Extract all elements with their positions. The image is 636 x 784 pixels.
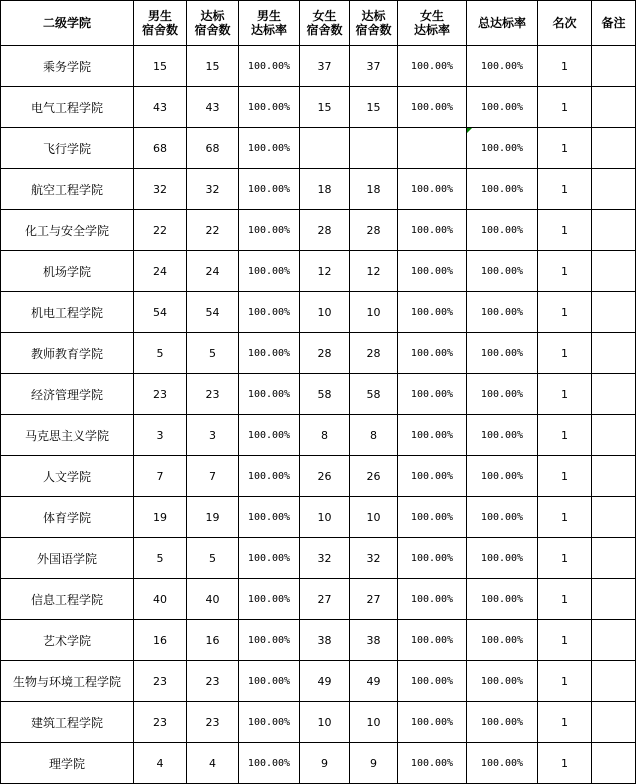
rank-cell: 1 (538, 743, 592, 784)
female-compliant-cell: 38 (350, 620, 398, 661)
male-rooms-cell: 5 (134, 333, 187, 374)
male-rooms-cell: 16 (134, 620, 187, 661)
table-row (1, 538, 636, 579)
note-cell (592, 743, 636, 784)
female-compliant-cell: 8 (350, 415, 398, 456)
rank-cell: 1 (538, 292, 592, 333)
college-cell: 乘务学院 (1, 46, 134, 87)
note-cell (592, 210, 636, 251)
total-rate-cell: 100.00% (467, 743, 538, 784)
header-rank: 名次 (538, 1, 592, 46)
total-rate-cell: 100.00% (467, 128, 538, 169)
note-cell (592, 251, 636, 292)
male-compliant-cell: 3 (187, 415, 239, 456)
college-cell: 电气工程学院 (1, 87, 134, 128)
rank-cell: 1 (538, 333, 592, 374)
female-rate-cell: 100.00% (398, 46, 467, 87)
rank-cell: 1 (538, 374, 592, 415)
male-compliant-cell: 4 (187, 743, 239, 784)
rank-cell: 1 (538, 415, 592, 456)
college-cell: 飞行学院 (1, 128, 134, 169)
rank-cell: 1 (538, 251, 592, 292)
note-cell (592, 374, 636, 415)
female-rate-cell: 100.00% (398, 743, 467, 784)
female-rooms-cell: 26 (300, 456, 350, 497)
college-cell: 人文学院 (1, 456, 134, 497)
header-row (1, 1, 636, 46)
total-rate-cell: 100.00% (467, 702, 538, 743)
female-compliant-cell: 12 (350, 251, 398, 292)
total-rate-cell: 100.00% (467, 415, 538, 456)
male-compliant-cell: 32 (187, 169, 239, 210)
total-rate-cell: 100.00% (467, 456, 538, 497)
male-rooms-cell: 40 (134, 579, 187, 620)
table-row (1, 415, 636, 456)
female-rooms-cell: 27 (300, 579, 350, 620)
total-rate-cell: 100.00% (467, 374, 538, 415)
male-rate-cell: 100.00% (239, 374, 300, 415)
female-rooms-cell: 8 (300, 415, 350, 456)
female-compliant-cell: 9 (350, 743, 398, 784)
male-rate-cell: 100.00% (239, 456, 300, 497)
table-row (1, 620, 636, 661)
header-total-rate: 总达标率 (467, 1, 538, 46)
male-rate-cell: 100.00% (239, 333, 300, 374)
female-rate-cell: 100.00% (398, 169, 467, 210)
female-rate-cell: 100.00% (398, 333, 467, 374)
male-rooms-cell: 23 (134, 374, 187, 415)
college-cell: 体育学院 (1, 497, 134, 538)
female-rate-cell: 100.00% (398, 251, 467, 292)
male-compliant-cell: 68 (187, 128, 239, 169)
male-rooms-cell: 23 (134, 702, 187, 743)
table-row (1, 579, 636, 620)
table-row (1, 333, 636, 374)
college-cell: 信息工程学院 (1, 579, 134, 620)
male-compliant-cell: 23 (187, 702, 239, 743)
male-compliant-cell: 23 (187, 374, 239, 415)
male-rooms-cell: 5 (134, 538, 187, 579)
female-compliant-cell: 49 (350, 661, 398, 702)
rank-cell: 1 (538, 169, 592, 210)
total-rate-cell: 100.00% (467, 538, 538, 579)
note-cell (592, 46, 636, 87)
female-compliant-cell: 26 (350, 456, 398, 497)
note-cell (592, 661, 636, 702)
female-compliant-cell: 58 (350, 374, 398, 415)
college-cell: 生物与环境工程学院 (1, 661, 134, 702)
table-row (1, 251, 636, 292)
female-rooms-cell: 58 (300, 374, 350, 415)
male-compliant-cell: 22 (187, 210, 239, 251)
female-rate-cell: 100.00% (398, 210, 467, 251)
total-rate-cell: 100.00% (467, 661, 538, 702)
rank-cell: 1 (538, 497, 592, 538)
male-rate-cell: 100.00% (239, 497, 300, 538)
male-rooms-cell: 32 (134, 169, 187, 210)
note-cell (592, 497, 636, 538)
college-cell: 航空工程学院 (1, 169, 134, 210)
college-cell: 外国语学院 (1, 538, 134, 579)
male-rooms-cell: 3 (134, 415, 187, 456)
male-rate-cell: 100.00% (239, 743, 300, 784)
male-rooms-cell: 4 (134, 743, 187, 784)
female-rooms-cell: 28 (300, 333, 350, 374)
note-cell (592, 415, 636, 456)
female-compliant-cell: 32 (350, 538, 398, 579)
male-rate-cell: 100.00% (239, 87, 300, 128)
male-rate-cell: 100.00% (239, 661, 300, 702)
female-rooms-cell: 10 (300, 292, 350, 333)
male-compliant-cell: 7 (187, 456, 239, 497)
male-compliant-cell: 5 (187, 538, 239, 579)
female-rate-cell: 100.00% (398, 497, 467, 538)
note-cell (592, 128, 636, 169)
note-cell (592, 292, 636, 333)
rank-cell: 1 (538, 210, 592, 251)
header-male-compliant: 达标 宿舍数 (187, 1, 239, 46)
college-cell: 化工与安全学院 (1, 210, 134, 251)
female-rooms-cell: 37 (300, 46, 350, 87)
college-cell: 建筑工程学院 (1, 702, 134, 743)
total-rate-cell: 100.00% (467, 169, 538, 210)
rank-cell: 1 (538, 620, 592, 661)
college-cell: 马克思主义学院 (1, 415, 134, 456)
female-rate-cell: 100.00% (398, 579, 467, 620)
header-male-rooms: 男生 宿舍数 (134, 1, 187, 46)
female-compliant-cell (350, 128, 398, 169)
female-rooms-cell: 32 (300, 538, 350, 579)
female-rooms-cell: 15 (300, 87, 350, 128)
male-compliant-cell: 24 (187, 251, 239, 292)
female-rooms-cell (300, 128, 350, 169)
male-compliant-cell: 19 (187, 497, 239, 538)
college-cell: 教师教育学院 (1, 333, 134, 374)
total-rate-cell: 100.00% (467, 620, 538, 661)
total-rate-cell: 100.00% (467, 251, 538, 292)
male-rate-cell: 100.00% (239, 169, 300, 210)
header-female-rate: 女生 达标率 (398, 1, 467, 46)
male-rate-cell: 100.00% (239, 702, 300, 743)
table-row (1, 661, 636, 702)
total-rate-cell: 100.00% (467, 497, 538, 538)
total-rate-cell: 100.00% (467, 87, 538, 128)
female-compliant-cell: 10 (350, 497, 398, 538)
rank-cell: 1 (538, 87, 592, 128)
male-compliant-cell: 23 (187, 661, 239, 702)
header-note: 备注 (592, 1, 636, 46)
header-college: 二级学院 (1, 1, 134, 46)
female-rate-cell: 100.00% (398, 415, 467, 456)
note-cell (592, 333, 636, 374)
note-cell (592, 169, 636, 210)
female-rate-cell: 100.00% (398, 292, 467, 333)
college-cell: 机场学院 (1, 251, 134, 292)
female-rooms-cell: 10 (300, 497, 350, 538)
rank-cell: 1 (538, 46, 592, 87)
header-female-compliant: 达标 宿舍数 (350, 1, 398, 46)
female-compliant-cell: 28 (350, 210, 398, 251)
male-rate-cell: 100.00% (239, 579, 300, 620)
header-male-rate: 男生 达标率 (239, 1, 300, 46)
female-compliant-cell: 10 (350, 292, 398, 333)
table-row (1, 497, 636, 538)
total-rate-cell: 100.00% (467, 292, 538, 333)
male-rate-cell: 100.00% (239, 210, 300, 251)
male-rooms-cell: 7 (134, 456, 187, 497)
male-rooms-cell: 23 (134, 661, 187, 702)
total-rate-cell: 100.00% (467, 210, 538, 251)
female-rate-cell: 100.00% (398, 702, 467, 743)
female-rate-cell (398, 128, 467, 169)
male-rate-cell: 100.00% (239, 620, 300, 661)
table-row (1, 87, 636, 128)
note-cell (592, 87, 636, 128)
female-compliant-cell: 10 (350, 702, 398, 743)
male-compliant-cell: 16 (187, 620, 239, 661)
female-rooms-cell: 9 (300, 743, 350, 784)
female-compliant-cell: 27 (350, 579, 398, 620)
female-compliant-cell: 37 (350, 46, 398, 87)
male-compliant-cell: 15 (187, 46, 239, 87)
college-cell: 机电工程学院 (1, 292, 134, 333)
table-row (1, 374, 636, 415)
rank-cell: 1 (538, 128, 592, 169)
table-row (1, 46, 636, 87)
table-row (1, 210, 636, 251)
male-rooms-cell: 19 (134, 497, 187, 538)
college-cell: 理学院 (1, 743, 134, 784)
male-rooms-cell: 43 (134, 87, 187, 128)
female-compliant-cell: 28 (350, 333, 398, 374)
college-cell: 艺术学院 (1, 620, 134, 661)
male-rate-cell: 100.00% (239, 46, 300, 87)
male-compliant-cell: 43 (187, 87, 239, 128)
table-row (1, 128, 636, 169)
table-row (1, 456, 636, 497)
note-cell (592, 702, 636, 743)
female-rate-cell: 100.00% (398, 620, 467, 661)
table-row (1, 292, 636, 333)
total-rate-cell: 100.00% (467, 579, 538, 620)
female-rooms-cell: 12 (300, 251, 350, 292)
male-rate-cell: 100.00% (239, 251, 300, 292)
male-rate-cell: 100.00% (239, 292, 300, 333)
male-compliant-cell: 5 (187, 333, 239, 374)
female-rooms-cell: 28 (300, 210, 350, 251)
female-compliant-cell: 18 (350, 169, 398, 210)
male-rooms-cell: 22 (134, 210, 187, 251)
female-rate-cell: 100.00% (398, 538, 467, 579)
female-rooms-cell: 18 (300, 169, 350, 210)
female-compliant-cell: 15 (350, 87, 398, 128)
male-rooms-cell: 24 (134, 251, 187, 292)
male-rate-cell: 100.00% (239, 415, 300, 456)
note-cell (592, 456, 636, 497)
female-rate-cell: 100.00% (398, 87, 467, 128)
male-rooms-cell: 15 (134, 46, 187, 87)
male-rate-cell: 100.00% (239, 538, 300, 579)
female-rooms-cell: 10 (300, 702, 350, 743)
male-rooms-cell: 68 (134, 128, 187, 169)
female-rate-cell: 100.00% (398, 456, 467, 497)
total-rate-cell: 100.00% (467, 46, 538, 87)
male-compliant-cell: 40 (187, 579, 239, 620)
total-rate-cell: 100.00% (467, 333, 538, 374)
table-row (1, 743, 636, 784)
note-cell (592, 538, 636, 579)
male-compliant-cell: 54 (187, 292, 239, 333)
rank-cell: 1 (538, 538, 592, 579)
female-rooms-cell: 49 (300, 661, 350, 702)
rank-cell: 1 (538, 579, 592, 620)
female-rooms-cell: 38 (300, 620, 350, 661)
table-row (1, 702, 636, 743)
rank-cell: 1 (538, 661, 592, 702)
female-rate-cell: 100.00% (398, 661, 467, 702)
male-rooms-cell: 54 (134, 292, 187, 333)
rank-cell: 1 (538, 702, 592, 743)
male-rate-cell: 100.00% (239, 128, 300, 169)
female-rate-cell: 100.00% (398, 374, 467, 415)
college-cell: 经济管理学院 (1, 374, 134, 415)
header-female-rooms: 女生 宿舍数 (300, 1, 350, 46)
note-cell (592, 620, 636, 661)
note-cell (592, 579, 636, 620)
table-row (1, 169, 636, 210)
rank-cell: 1 (538, 456, 592, 497)
